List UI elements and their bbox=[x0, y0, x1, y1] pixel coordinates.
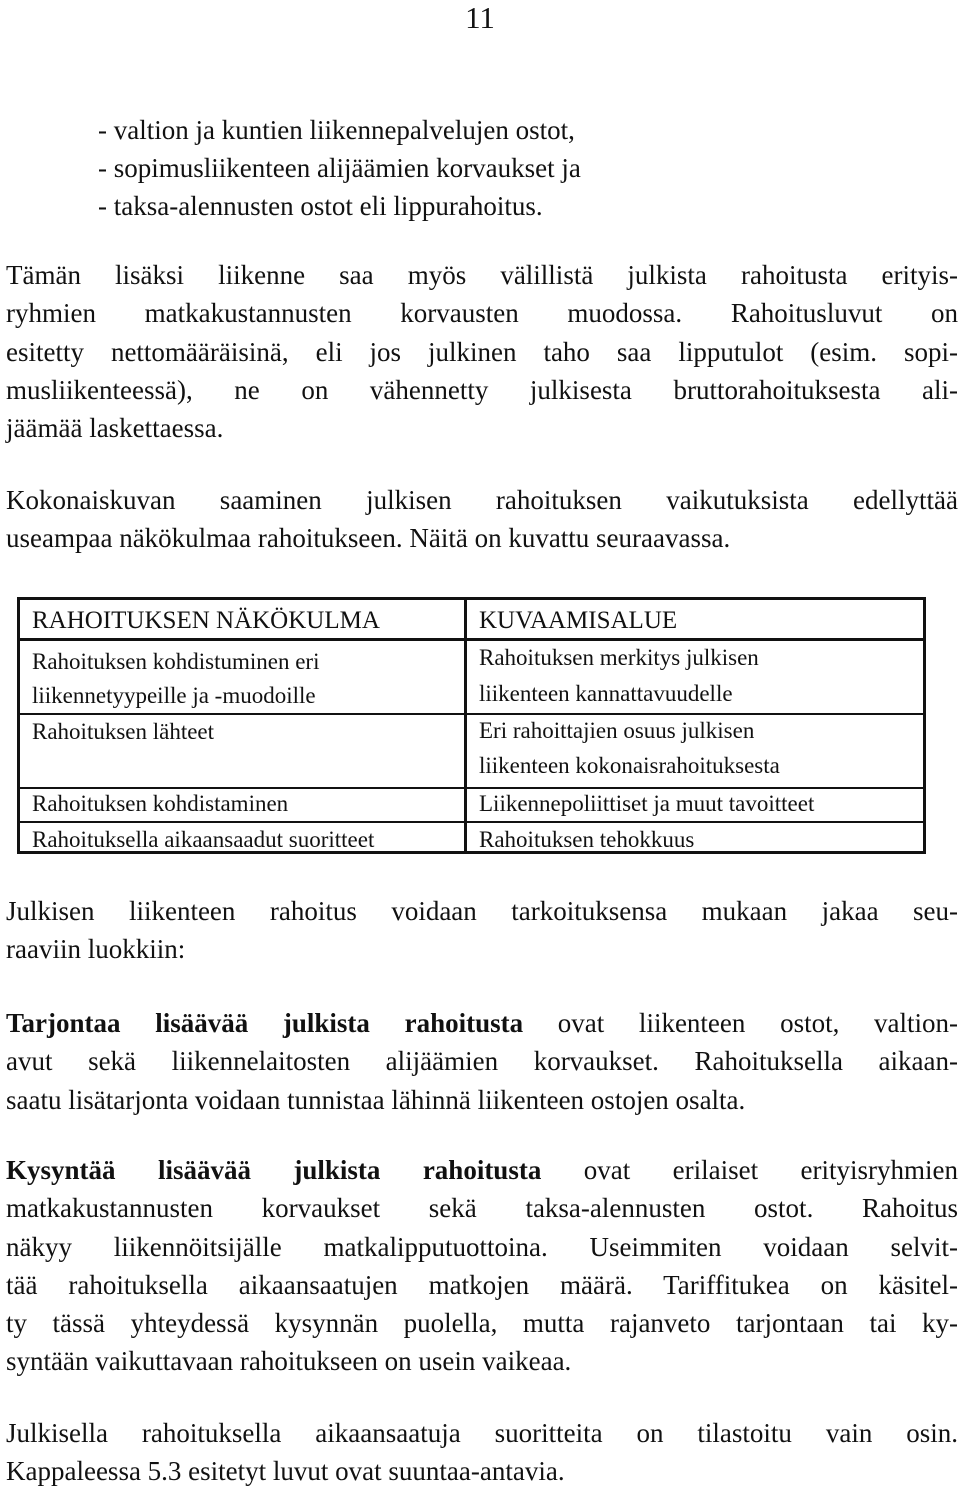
text-line: jäämää laskettaessa. bbox=[6, 413, 224, 444]
perspectives-table bbox=[17, 597, 926, 854]
text-line: esitetty nettomääräisinä, eli jos julkinen taho saa lipputulot (esim. sopi- bbox=[6, 336, 958, 367]
text-line: useampaa näkökulmaa rahoitukseen. Näitä on kuvattu seuraavassa. bbox=[6, 523, 731, 554]
table-column-perspective bbox=[20, 600, 464, 851]
term-demand-funding: Kysyntää lisäävää julkista rahoitusta bbox=[6, 1155, 542, 1185]
text-line bbox=[6, 1151, 958, 1189]
text-line: Kappaleessa 5.3 esitetyt luvut ovat suuntaa-antavia. bbox=[6, 1456, 565, 1487]
text-line: näkyy liikennöitsijälle matkalipputuottoina. Useimmiten voidaan selvit- bbox=[6, 1231, 958, 1262]
paragraph-supply-funding bbox=[6, 1004, 958, 1119]
paragraph-statistics-note bbox=[6, 1414, 958, 1491]
text-line: tää rahoituksella aikaansaatujen matkojen määrä. Tariffitukea on käsitel- bbox=[6, 1269, 958, 1300]
text-line: saatu lisätarjonta voidaan tunnistaa lähinnä liikenteen ostojen osalta. bbox=[6, 1084, 746, 1115]
text-line: syntään vaikuttavaan rahoitukseen on usein vaikeaa. bbox=[6, 1346, 572, 1377]
text-line: Julkisella rahoituksella aikaansaatuja suoritteita on tilastoitu vain osin. bbox=[6, 1418, 958, 1448]
paragraph-categories-intro bbox=[6, 892, 958, 969]
table-cell: liikenteen kannattavuudelle bbox=[479, 681, 733, 706]
table-column-description bbox=[464, 600, 923, 851]
text-line: ty tässä yhteydessä kysynnän puolella, mutta rajanveto tarjontaan tai ky- bbox=[6, 1308, 958, 1339]
table-cell: Rahoituksen merkitys julkisen bbox=[479, 645, 759, 670]
page-number: 11 bbox=[465, 0, 495, 35]
table-cell: liikenteen kokonaisrahoituksesta bbox=[479, 753, 780, 778]
list-item: - sopimusliikenteen alijäämien korvaukset ja bbox=[98, 153, 581, 183]
table-cell: Liikennepoliittiset ja muut tavoitteet bbox=[479, 791, 815, 816]
paragraph-demand-funding bbox=[6, 1151, 958, 1381]
text-span: ovat erilaiset erityisryhmien bbox=[541, 1155, 958, 1185]
text-line: matkakustannusten korvaukset sekä taksa-alennusten ostot. Rahoitus bbox=[6, 1193, 958, 1224]
table-cell: Rahoituksen tehokkuus bbox=[479, 827, 695, 852]
text-line: Tämän lisäksi liikenne saa myös välillistä julkista rahoitusta erityis- bbox=[6, 260, 958, 290]
table-cell: liikennetyypeille ja -muodoille bbox=[32, 683, 316, 708]
table-cell: Rahoituksella aikaansaadut suoritteet bbox=[32, 827, 375, 852]
table-divider bbox=[20, 638, 464, 641]
list-item: - valtion ja kuntien liikennepalvelujen ostot, bbox=[98, 115, 575, 145]
text-line: Kokonaiskuvan saaminen julkisen rahoituksen vaikutuksista edellyttää bbox=[6, 485, 958, 515]
paragraph-overview bbox=[6, 481, 958, 558]
table-header-perspective: RAHOITUKSEN NÄKÖKULMA bbox=[32, 607, 380, 634]
text-line bbox=[6, 1004, 958, 1042]
paragraph-indirect-funding bbox=[6, 256, 958, 447]
list-item: - taksa-alennusten ostot eli lippurahoitus. bbox=[98, 191, 543, 221]
text-line: avut sekä liikennelaitosten alijäämien korvaukset. Rahoituksella aikaan- bbox=[6, 1046, 958, 1077]
table-cell: Rahoituksen lähteet bbox=[32, 719, 215, 744]
table-cell: Rahoituksen kohdistaminen bbox=[32, 791, 289, 816]
text-span: ovat liikenteen ostot, valtion- bbox=[523, 1008, 958, 1038]
text-line: Julkisen liikenteen rahoitus voidaan tarkoituksensa mukaan jakaa seu- bbox=[6, 896, 958, 926]
table-cell: Rahoituksen kohdistuminen eri bbox=[32, 649, 320, 674]
table-header-description: KUVAAMISALUE bbox=[479, 607, 678, 634]
funding-list bbox=[98, 111, 581, 225]
text-line: raaviin luokkiin: bbox=[6, 934, 186, 965]
table-cell: Eri rahoittajien osuus julkisen bbox=[479, 718, 755, 743]
text-line: musliikenteessä), ne on vähennetty julkisesta bruttorahoituksesta ali- bbox=[6, 374, 958, 405]
term-supply-funding: Tarjontaa lisäävää julkista rahoitusta bbox=[6, 1008, 524, 1038]
text-line: ryhmien matkakustannusten korvausten muodossa. Rahoitusluvut on bbox=[6, 298, 958, 329]
